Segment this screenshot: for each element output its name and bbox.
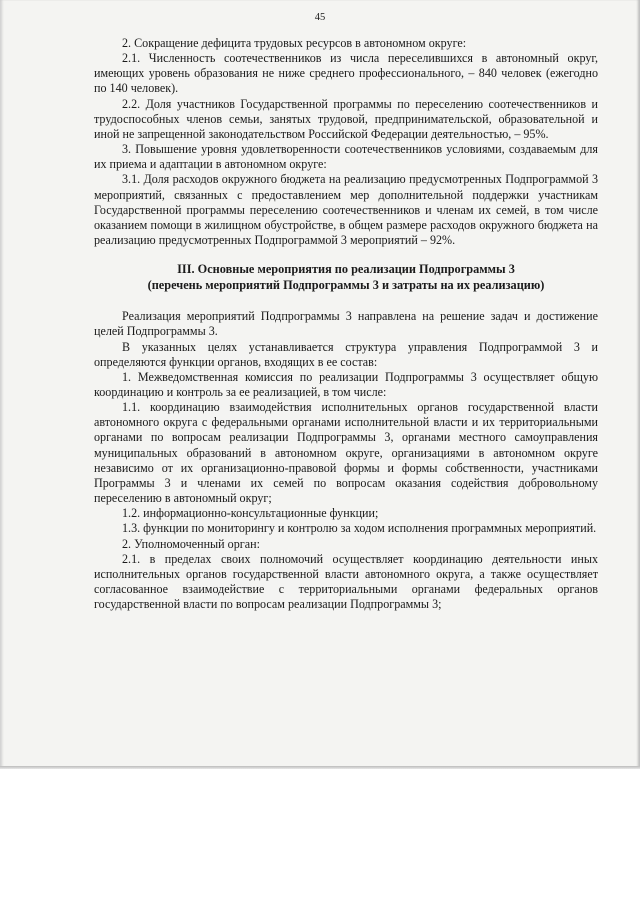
- scan-edge: [0, 766, 640, 769]
- paragraph: 2.2. Доля участников Государственной программы по переселению соотечественников и трудоспособных членов семьи, занятых трудовой, предпринимательской, образовательной и иной не запрещенной законодательством Российской Федерации деятельностью, – 95%.: [94, 96, 598, 141]
- paragraph: 3.1. Доля расходов окружного бюджета на реализацию предусмотренных Подпрограммой 3 мероприятий, связанных с предоставлением мер дополнительной поддержки участникам Государственной программы переселению соотечественников и членам их семей, в том числе оказанием помощи в жилищном обустройстве, в общем размере расходов окружного бюджета на реализацию предусмотренных Подпрограммой 3 мероприятий – 92%.: [94, 172, 598, 248]
- paragraph: 1. Межведомственная комиссия по реализации Подпрограммы 3 осуществляет общую координацию и контроль за ее реализацией, в том числе:: [94, 369, 598, 399]
- paragraph: 2.1. в пределах своих полномочий осуществляет координацию деятельности иных исполнительных органов государственной власти автономного округа, а также осуществляет согласованное взаимодействие с территориальными органами федеральных органов государственной власти по вопросам реализации Подпрограммы 3;: [94, 551, 598, 612]
- paragraph: 1.1. координацию взаимодействия исполнительных органов государственной власти автономного округа с федеральными органами исполнительной власти и их территориальными органами по вопросам реализации Подпрограммы 3, органами местного самоуправления муниципальных образований в автономном округе, организациями в автономном округе независимо от их организационно-правовой формы и формы собственности, участниками Программы 3 и членами их семей по вопросам оказания содействия добровольному переселению в автономный округ;: [94, 400, 598, 506]
- paragraph: 2. Уполномоченный орган:: [122, 536, 260, 551]
- paragraph: 1.2. информационно-консультационные функции;: [122, 506, 379, 521]
- document-body: [94, 36, 598, 612]
- section-heading: [94, 262, 598, 293]
- section-heading-line-2: (перечень мероприятий Подпрограммы 3 и затраты на их реализацию): [147, 277, 545, 292]
- paragraph: 3. Повышение уровня удовлетворенности соотечественников условиями, создаваемым для их приема и адаптации в автономном округе:: [94, 142, 598, 172]
- paragraph: 2. Сокращение дефицита трудовых ресурсов в автономном округе:: [122, 36, 467, 50]
- page-number: 45: [314, 12, 326, 23]
- paragraph: Реализация мероприятий Подпрограммы 3 направлена на решение задач и достижение целей Подпрограммы 3.: [94, 309, 598, 339]
- section-heading-line-1: III. Основные мероприятия по реализации Подпрограммы 3: [177, 262, 515, 277]
- paragraph: 2.1. Численность соотечественников из числа переселившихся в автономный округ, имеющих уровень образования не ниже среднего профессионального, – 840 человек (ежегодно по 140 человек).: [94, 51, 598, 96]
- paragraph: 1.3. функции по мониторингу и контролю за ходом исполнения программных мероприятий.: [122, 521, 597, 536]
- paragraph: В указанных целях устанавливается структура управления Подпрограммой 3 и определяются функции органов, входящих в ее состав:: [94, 339, 598, 369]
